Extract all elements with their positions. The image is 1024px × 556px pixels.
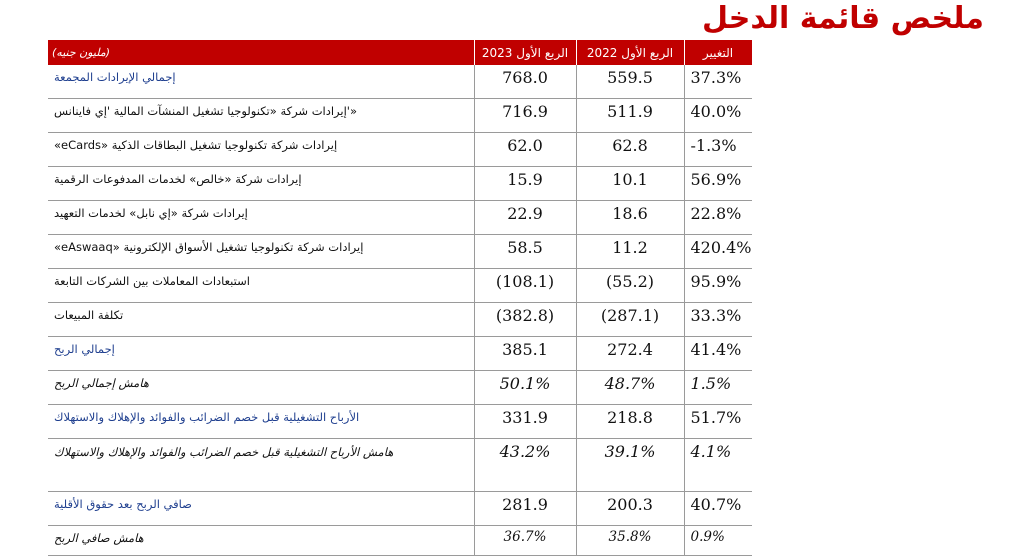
page-title: ملخص قائمة الدخل <box>701 1 984 36</box>
table-row <box>48 65 752 99</box>
header-q1-2023: الربع الأول 2023 <box>474 40 576 65</box>
row-change: 420.4% <box>684 235 752 269</box>
row-q1-2023: 62.0 <box>474 133 576 167</box>
row-q1-2022: 39.1% <box>576 439 684 492</box>
row-q1-2023: 36.7% <box>474 526 576 556</box>
row-label: إجمالي الإيرادات المجمعة <box>48 65 474 99</box>
table-row <box>48 133 752 167</box>
row-change: 0.9% <box>684 526 752 556</box>
row-change: 4.1% <box>684 439 752 492</box>
row-change: 40.0% <box>684 99 752 133</box>
row-q1-2023: 385.1 <box>474 337 576 371</box>
row-q1-2022: 48.7% <box>576 371 684 405</box>
table-row <box>48 337 752 371</box>
row-q1-2023: 331.9 <box>474 405 576 439</box>
row-label: استبعادات المعاملات بين الشركات التابعة <box>48 269 474 303</box>
row-q1-2023: (108.1) <box>474 269 576 303</box>
row-label: «eCards» إيرادات شركة تكنولوجيا تشغيل البطاقات الذكية <box>48 133 474 167</box>
row-change: 41.4% <box>684 337 752 371</box>
header-unit: (مليون جنيه) <box>48 40 474 65</box>
row-q1-2023: 716.9 <box>474 99 576 133</box>
row-label: إيرادات شركة «خالص» لخدمات المدفوعات الرقمية <box>48 167 474 201</box>
row-change: 95.9% <box>684 269 752 303</box>
row-change: 51.7% <box>684 405 752 439</box>
table-row <box>48 167 752 201</box>
row-q1-2022: (287.1) <box>576 303 684 337</box>
row-q1-2023: 43.2% <box>474 439 576 492</box>
row-label: الأرباح التشغيلية قبل خصم الضرائب والفوائد والإهلاك والاستهلاك <box>48 405 474 439</box>
row-change: 33.3% <box>684 303 752 337</box>
table-row <box>48 201 752 235</box>
row-q1-2022: 200.3 <box>576 492 684 526</box>
header-change: التغيير <box>684 40 752 65</box>
row-label: صافي الربح بعد حقوق الأقلية <box>48 492 474 526</box>
table-row <box>48 303 752 337</box>
table-row <box>48 269 752 303</box>
row-q1-2022: 272.4 <box>576 337 684 371</box>
row-label: «'إيرادات شركة «تكنولوجيا تشغيل المنشآت المالية 'إي فاينانس <box>48 99 474 133</box>
income-statement-table <box>48 40 753 556</box>
row-label: هامش الأرباح التشغيلية قبل خصم الضرائب والفوائد والإهلاك والاستهلاك <box>48 439 474 492</box>
row-change: -1.3% <box>684 133 752 167</box>
row-q1-2022: (55.2) <box>576 269 684 303</box>
row-q1-2023: 58.5 <box>474 235 576 269</box>
row-q1-2023: 50.1% <box>474 371 576 405</box>
table-row <box>48 492 752 526</box>
row-q1-2022: 511.9 <box>576 99 684 133</box>
table-row <box>48 371 752 405</box>
row-change: 1.5% <box>684 371 752 405</box>
row-change: 37.3% <box>684 65 752 99</box>
row-q1-2022: 62.8 <box>576 133 684 167</box>
row-q1-2023: 22.9 <box>474 201 576 235</box>
row-q1-2022: 559.5 <box>576 65 684 99</box>
row-q1-2022: 10.1 <box>576 167 684 201</box>
table-row <box>48 99 752 133</box>
row-q1-2022: 18.6 <box>576 201 684 235</box>
row-q1-2022: 35.8% <box>576 526 684 556</box>
row-label: هامش صافي الربح <box>48 526 474 556</box>
row-change: 22.8% <box>684 201 752 235</box>
row-label: «eAswaaq» إيرادات شركة تكنولوجيا تشغيل الأسواق الإلكترونية <box>48 235 474 269</box>
row-label: هامش إجمالي الربح <box>48 371 474 405</box>
row-q1-2023: (382.8) <box>474 303 576 337</box>
row-label: تكلفة المبيعات <box>48 303 474 337</box>
row-label: إيرادات شركة «إي نابل» لخدمات التعهيد <box>48 201 474 235</box>
table-header-row <box>48 40 752 65</box>
table-row <box>48 405 752 439</box>
row-q1-2023: 281.9 <box>474 492 576 526</box>
row-change: 56.9% <box>684 167 752 201</box>
table-row <box>48 439 752 492</box>
table-row <box>48 235 752 269</box>
row-q1-2023: 768.0 <box>474 65 576 99</box>
table-row <box>48 526 752 556</box>
row-q1-2022: 11.2 <box>576 235 684 269</box>
header-q1-2022: الربع الأول 2022 <box>576 40 684 65</box>
row-q1-2023: 15.9 <box>474 167 576 201</box>
row-label: إجمالي الربح <box>48 337 474 371</box>
row-change: 40.7% <box>684 492 752 526</box>
row-q1-2022: 218.8 <box>576 405 684 439</box>
